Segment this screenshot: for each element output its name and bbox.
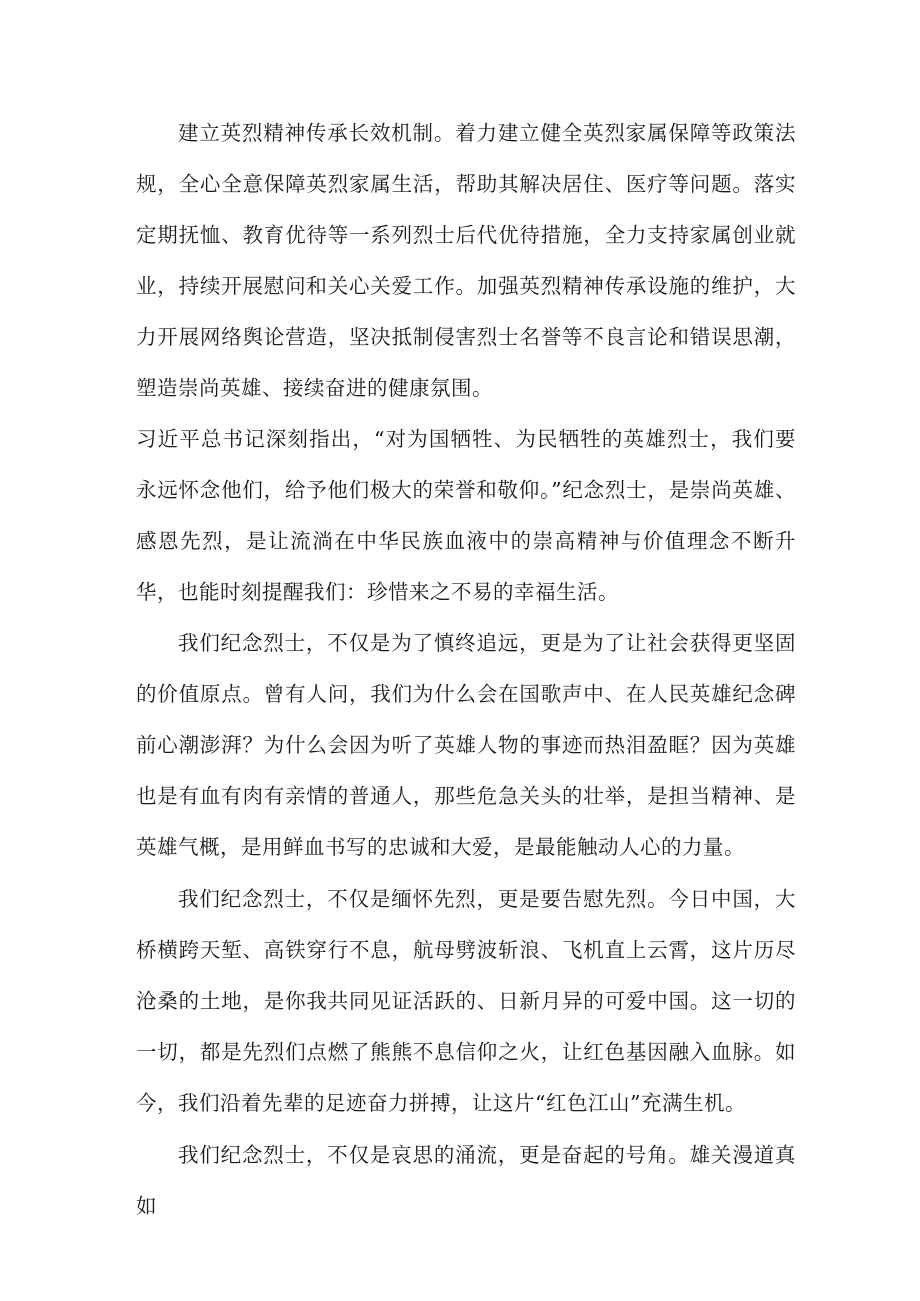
paragraph-value-origin: 我们纪念烈士，不仅是为了慎终追远，更是为了让社会获得更坚固的价值原点。曾有人问，我们为什么会在国歌声中、在人民英雄纪念碑前心潮澎湃？为什么会因为听了英雄人物的事迹而热泪盈眶？因为英雄也是有血有肉有亲情的普通人，那些危急关头的壮举，是担当精神、是英雄气概，是用鲜血书写的忠诚和大爱，是最能触动人心的力量。 [136, 631, 796, 859]
paragraph-xi-quote: 习近平总书记深刻指出，“对为国牺牲、为民牺牲的英雄烈士，我们要永远怀念他们，给予他们极大的荣誉和敬仰。”纪念烈士，是崇尚英雄、感恩先烈，是让流淌在中华民族血液中的崇高精神与价值理念不断升华，也能时刻提醒我们：珍惜来之不易的幸福生活。 [136, 427, 796, 604]
paragraph-comfort-martyrs: 我们纪念烈士，不仅是缅怀先烈，更是要告慰先烈。今日中国，大桥横跨天堑、高铁穿行不息，航母劈波斩浪、飞机直上云霄，这片历尽沧桑的土地，是你我共同见证活跃的、日新月异的可爱中国。这一切的一切，都是先烈们点燃了熊熊不息信仰之火，让红色基因融入血脉。如今，我们沿着先辈的足迹奋力拼搏，让这片“红色江山”充满生机。 [136, 887, 796, 1115]
paragraph-rallying-call: 我们纪念烈士，不仅是哀思的涌流，更是奋起的号角。雄关漫道真如 [136, 1143, 796, 1218]
paragraph-heritage-mechanism: 建立英烈精神传承长效机制。着力建立健全英烈家属保障等政策法规，全心全意保障英烈家属生活，帮助其解决居住、医疗等问题。落实定期抚恤、教育优待等一系列烈士后代优待措施，全力支持家属创业就业，持续开展慰问和关心关爱工作。加强英烈精神传承设施的维护，大力开展网络舆论营造，坚决抵制侵害烈士名誉等不良言论和错误思潮，塑造崇尚英雄、接续奋进的健康氛围。 [136, 121, 796, 400]
